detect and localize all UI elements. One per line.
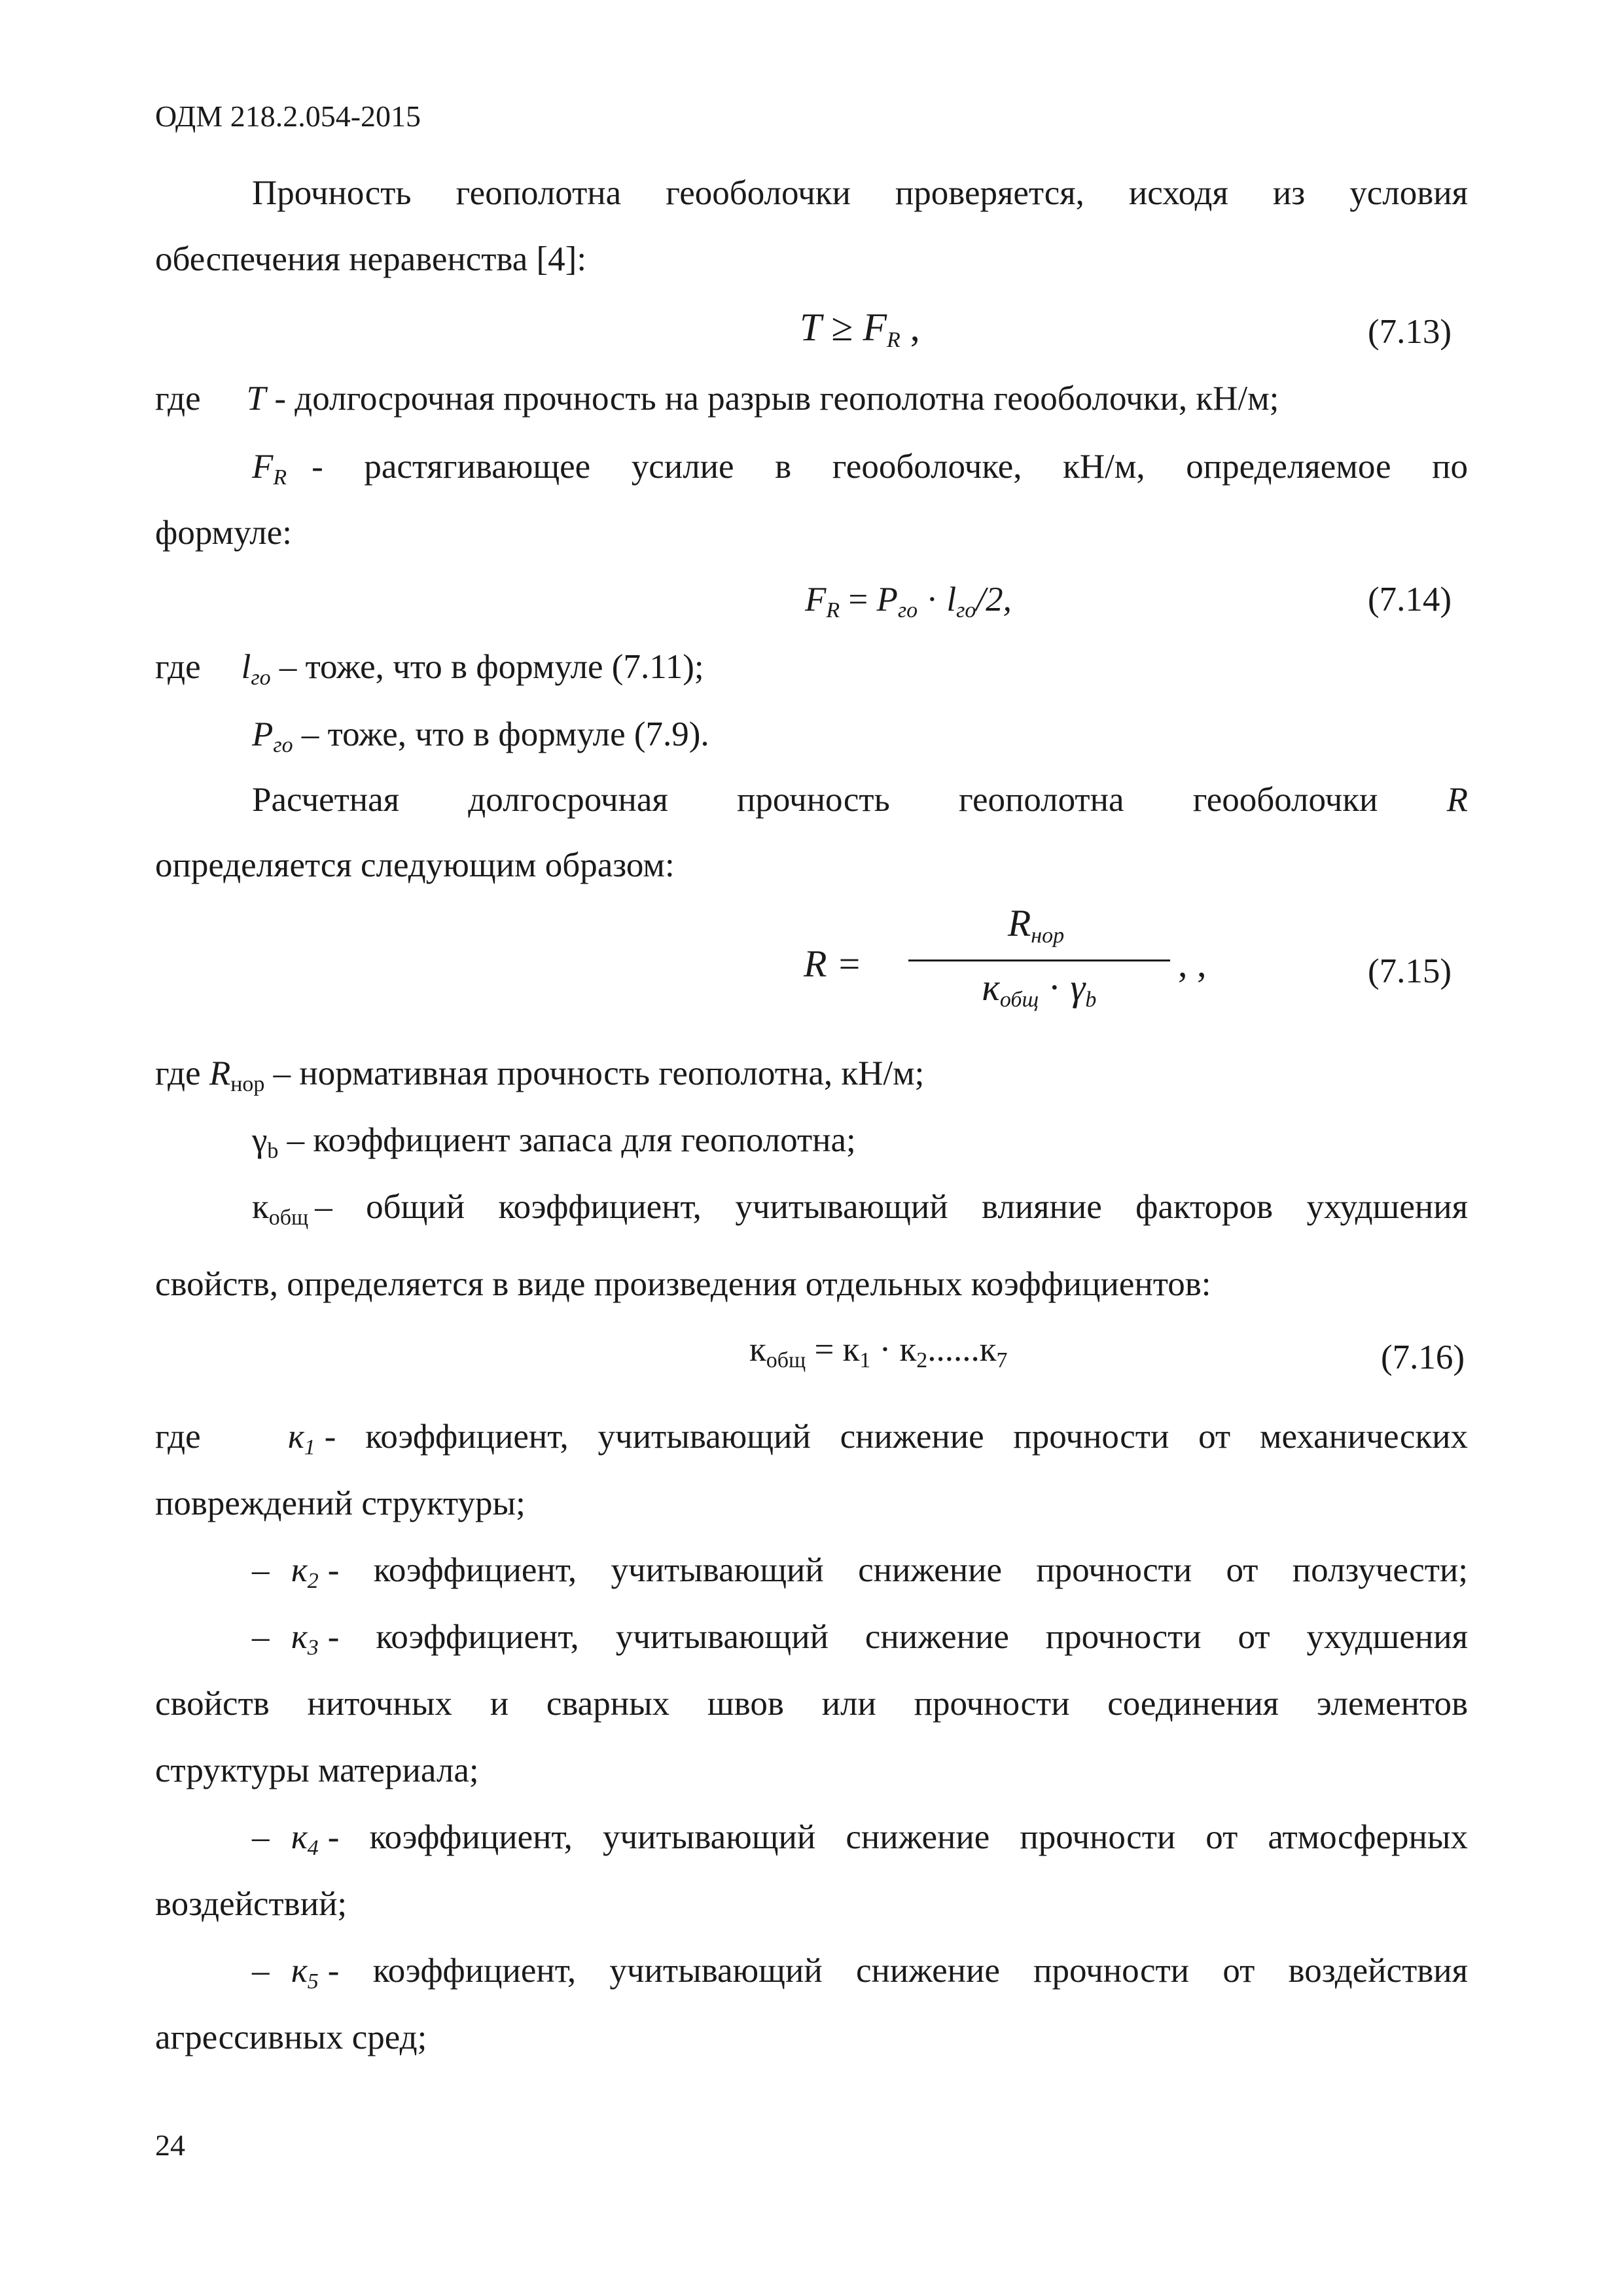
k5-line2: агрессивных сред;: [155, 2018, 427, 2056]
k2-line1: – $к_2$ - коэффициент, учитывающий снижение прочности от ползучести;: [252, 1551, 1468, 1593]
document-code: ОДМ 218.2.054-2015: [155, 99, 421, 133]
equation-number-7-14: (7.14): [1368, 581, 1452, 619]
equation-number-7-15: (7.15): [1368, 952, 1452, 990]
eq713-R: R: [886, 328, 901, 352]
k-obsh-line1: $к_{общ}$ – общий коэффициент, учитывающий влияние факторов ухудшения: [252, 1188, 1468, 1230]
eq715-tail: , ,: [1178, 942, 1207, 985]
eq715-numerator: $R_{нор}$: [1007, 902, 1065, 948]
k5-line1: – $к_5$ - коэффициент, учитывающий снижение прочности от воздействия: [252, 1952, 1468, 1994]
equation-7-16: $к_{общ} = к_1 \cdot к_2......к_7$: [749, 1331, 1008, 1372]
equation-7-14: $F_R = P_{го} \cdot l_{го}/2$,: [805, 581, 1012, 622]
FR-definition-text: - растягивающее усилие в геооболочке, кН/м, определяемое по: [312, 448, 1468, 486]
equation-7-15: [804, 902, 1262, 1033]
where-word: где: [155, 380, 201, 418]
k3-line2: свойств ниточных и сварных швов или прочности соединения элементов: [155, 1685, 1468, 1723]
symbol-FR: $F_R$: [252, 448, 287, 490]
para1-line2: обеспечения неравенства [4]:: [155, 240, 587, 278]
eq713-T: T: [800, 306, 822, 349]
gamma-b-line: $\gamma_b$ – коэффициент запаса для геополотна;: [252, 1121, 856, 1163]
k1-line2: повреждений структуры;: [155, 1484, 526, 1522]
eq713-ge: ≥: [831, 306, 853, 349]
eq715-lhs: R =: [804, 942, 863, 985]
k4-line1: – $к_4$ - коэффициент, учитывающий снижение прочности от атмосферных: [252, 1818, 1468, 1860]
symbol-T: T: [246, 380, 266, 418]
eq713-F: F: [863, 306, 887, 349]
k-obsh-line2: свойств, определяется в виде произведения отдельных коэффициентов:: [155, 1265, 1211, 1303]
page-number: 24: [155, 2128, 185, 2162]
where-Rnor-line: где $R_{нор}$ – нормативная прочность геополотна, кН/м;: [155, 1054, 925, 1096]
equation-number-7-16: (7.16): [1381, 1338, 1465, 1376]
FR-definition-line2: формуле:: [155, 514, 292, 552]
para2-line1: Расчетная долгосрочная прочность геополотна геооболочки R: [252, 781, 1468, 819]
equation-7-13: [800, 306, 920, 352]
para1-line1: Прочность геополотна геооболочки проверяется, исходя из условия: [252, 174, 1468, 212]
fraction-bar: [908, 960, 1170, 961]
para2-line2: определяется следующим образом:: [155, 846, 675, 884]
k3-line1: – $к_3$ - коэффициент, учитывающий снижение прочности от ухудшения: [252, 1618, 1468, 1660]
k1-line1: где $к_1$ - коэффициент, учитывающий снижение прочности от механических: [155, 1418, 1468, 1460]
where-T-line: [155, 378, 1279, 420]
k3-line3: структуры материала;: [155, 1751, 479, 1789]
eq713-tail: ,: [910, 306, 920, 349]
equation-number-7-13: (7.13): [1368, 313, 1452, 351]
k4-line2: воздействий;: [155, 1885, 348, 1923]
FR-definition-line1: [252, 446, 1468, 488]
where-Pgo-line: $P_{го}$ – тоже, что в формуле (7.9).: [252, 715, 709, 757]
eq715-denominator: $к_{общ} \cdot \gamma_b$: [982, 966, 1097, 1012]
where-lgo-line: где $l_{го}$ – тоже, что в формуле (7.11);: [155, 648, 704, 690]
T-definition: - долгосрочная прочность на разрыв геополотна геооболочки, кН/м;: [274, 380, 1279, 418]
